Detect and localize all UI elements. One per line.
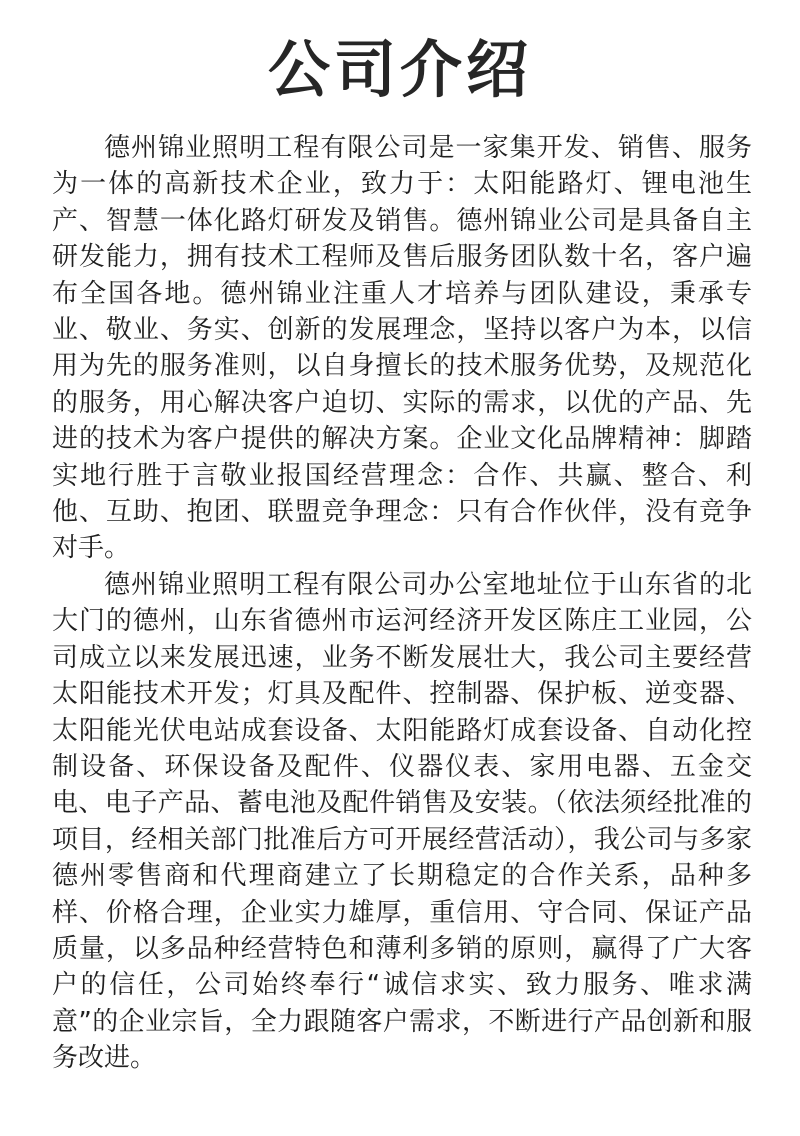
page-title bbox=[267, 33, 532, 106]
body-text bbox=[52, 130, 752, 1077]
title-container bbox=[0, 33, 800, 106]
paragraph-company-business: 德州锦业照明工程有限公司办公室地址位于山东省的北大门的德州，山东省德州市运河经济开发区陈庄工业园，公司成立以来发展迅速，业务不断发展壮大，我公司主要经营太阳能技术开发；灯具及配件、控制器、保护板、逆变器、太阳能光伏电站成套设备、太阳能路灯成套设备、自动化控制设备、环保设备及配件、仪器仪表、家用电器、五金交电、电子产品、蓄电池及配件销售及安装。（依法须经批准的项目，经相关部门批准后方可开展经营活动），我公司与多家德州零售商和代理商建立了长期稳定的合作关系，品种多样、价格合理，企业实力雄厚，重信用、守合同、保证产品质量，以多品种经营特色和薄利多销的原则，赢得了广大客户的信任，公司始终奉行“诚信求实、致力服务、唯求满意”的企业宗旨，全力跟随客户需求，不断进行产品创新和服务改进。 bbox=[52, 569, 752, 1074]
paragraph-company-profile: 德州锦业照明工程有限公司是一家集开发、销售、服务为一体的高新技术企业，致力于：太阳能路灯、锂电池生产、智慧一体化路灯研发及销售。德州锦业公司是具备自主研发能力，拥有技术工程师及售后服务团队数十名，客户遍布全国各地。德州锦业注重人才培养与团队建设，秉承专业、敬业、务实、创新的发展理念，坚持以客户为本，以信用为先的服务准则，以自身擅长的技术服务优势，及规范化的服务，用心解决客户迫切、实际的需求，以优的产品、先进的技术为客户提供的解决方案。企业文化品牌精神：脚踏实地行胜于言敬业报国经营理念：合作、共赢、整合、利他、互助、抱团、联盟竞争理念：只有合作伙伴，没有竞争对手。 bbox=[52, 133, 752, 564]
page-title-text: 公司介绍 bbox=[267, 33, 532, 106]
